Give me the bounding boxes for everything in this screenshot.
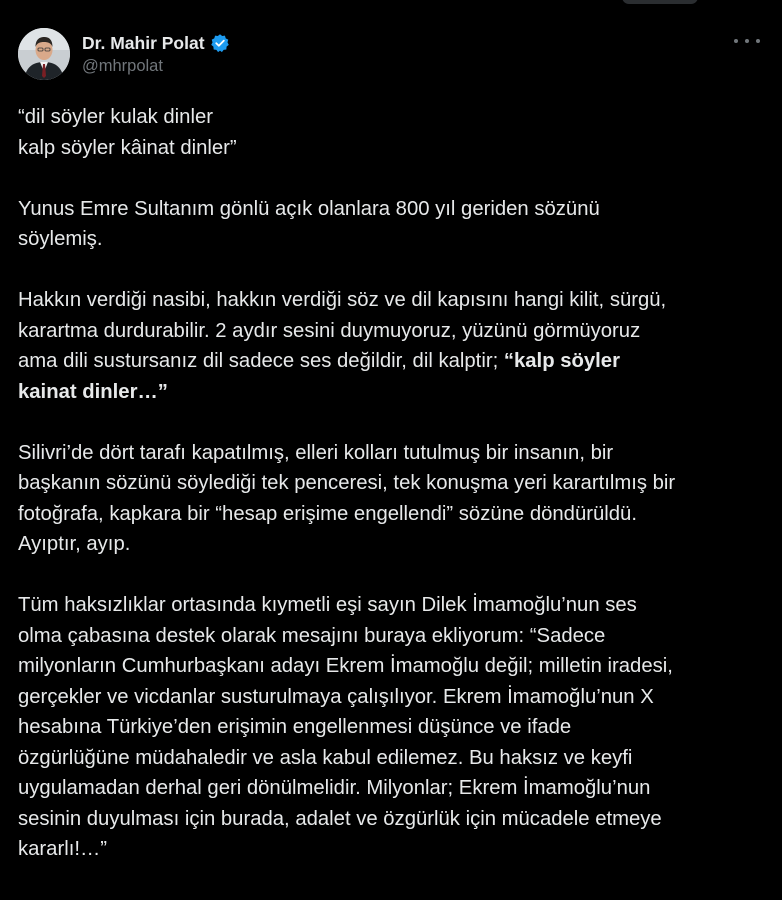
tweet-line-blank	[18, 407, 768, 438]
tweet-line: Yunus Emre Sultanım gönlü açık olanlara 800 yıl geriden sözünü	[18, 197, 600, 220]
tweet-line: fotoğrafa, kapkara bir “hesap erişime engellendi” sözüne döndürüldü.	[18, 502, 637, 525]
tweet-line: kalp söyler kâinat dinler”	[18, 136, 237, 159]
tweet-line-blank	[18, 560, 768, 591]
verified-badge-icon[interactable]	[210, 33, 230, 53]
avatar[interactable]	[18, 28, 70, 80]
more-options-icon[interactable]	[734, 30, 760, 52]
tweet-line: hesabına Türkiye’den erişimin engellenmesi düşünce ve ifade	[18, 716, 572, 738]
author-display-name[interactable]: Dr. Mahir Polat	[82, 32, 205, 53]
tweet-text	[18, 102, 768, 865]
tweet-line: sesinin duyulması için burada, adalet ve özgürlük için mücadele etmeye	[18, 807, 662, 830]
more-dot	[745, 39, 749, 43]
tweet-line: uygulamadan derhal geri dönülmelidir. Milyonlar; Ekrem İmamoğlu’nun	[18, 777, 651, 799]
tweet-line: gerçekler ve vicdanlar susturulmaya çalışılıyor. Ekrem İmamoğlu’nun X	[18, 685, 654, 708]
more-dot	[734, 39, 738, 43]
profile-photo-icon	[18, 28, 70, 80]
author-info	[82, 32, 230, 76]
tweet-line: başkanın sözünü söylediği tek penceresi, tek konuşma yeri karartılmış bir	[18, 472, 676, 494]
tweet-line-bold: kainat dinler…”	[18, 380, 168, 403]
tweet-line: olma çabasına destek olarak mesajını buraya ekliyorum: “Sadece	[18, 624, 606, 647]
tweet-line: Silivri’de dört tarafı kapatılmış, elleri kolları tutulmuş bir insanın, bir	[18, 441, 614, 464]
tweet-bold-quote: “kalp söyler	[503, 350, 620, 372]
tweet-line: Ayıptır, ayıp.	[18, 533, 131, 555]
tweet-line: özgürlüğüne müdahaledir ve asla kabul edilemez. Bu haksız ve keyfi	[18, 746, 633, 769]
more-dot	[756, 39, 760, 43]
tweet-line-part: ama dili sustursanız dil sadece ses değildir, dil kalptir;	[18, 350, 504, 372]
name-row	[82, 32, 230, 54]
tweet-header	[18, 28, 764, 84]
tweet-line: “dil söyler kulak dinler	[18, 106, 213, 128]
tweet-line-mixed	[18, 346, 768, 377]
tweet-line-blank	[18, 163, 768, 194]
author-handle[interactable]: @mhrpolat	[82, 57, 163, 75]
top-scroll-pill	[622, 0, 698, 4]
tweet-line: milyonların Cumhurbaşkanı adayı Ekrem İmamoğlu değil; milletin iradesi,	[18, 655, 673, 677]
tweet-line: kararlı!…”	[18, 838, 108, 860]
tweet-line-blank	[18, 255, 768, 286]
tweet-line: söylemiş.	[18, 228, 103, 250]
tweet-line: Hakkın verdiği nasibi, hakkın verdiği söz ve dil kapısını hangi kilit, sürgü,	[18, 289, 667, 311]
tweet-line: Tüm haksızlıklar ortasında kıymetli eşi sayın Dilek İmamoğlu’nun ses	[18, 594, 637, 616]
tweet-line: karartma durdurabilir. 2 aydır sesini duymuyoruz, yüzünü görmüyoruz	[18, 319, 641, 342]
